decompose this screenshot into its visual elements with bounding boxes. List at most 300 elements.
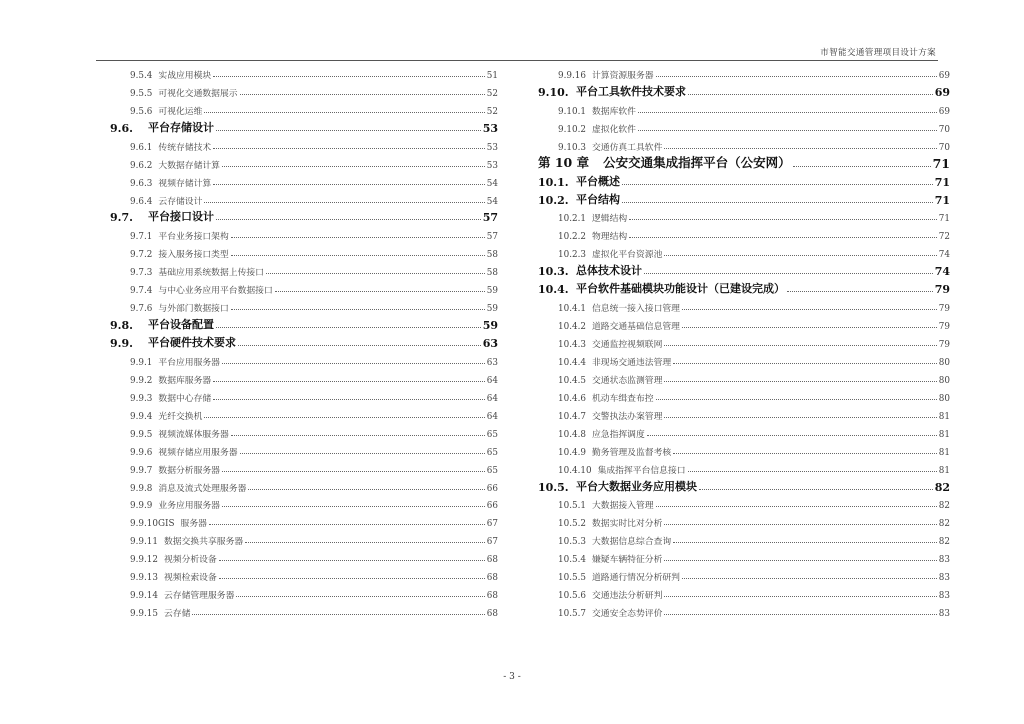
toc-entry-number: 9.9.2 xyxy=(130,375,153,386)
toc-entry-title: 交警执法办案管理 xyxy=(591,411,663,422)
toc-dot-leader xyxy=(204,417,484,418)
toc-entry-page: 79 xyxy=(934,283,950,297)
toc-entry-number: 9.7.1 xyxy=(130,232,153,243)
toc-entry[interactable] xyxy=(110,296,498,314)
toc-entry-number: 第 10 章 xyxy=(538,154,590,170)
toc-entry-number: 9.6.4 xyxy=(130,196,153,207)
toc-dot-leader xyxy=(638,130,937,131)
toc-entry[interactable] xyxy=(110,583,498,601)
toc-entry[interactable] xyxy=(538,368,950,386)
toc-dot-leader xyxy=(629,219,937,220)
toc-entry-page: 65 xyxy=(486,447,498,458)
toc-entry[interactable] xyxy=(538,63,950,81)
toc-entry-number: 9.9.9 xyxy=(130,501,153,512)
toc-entry-title: 虚拟化平台资源池 xyxy=(591,250,663,261)
toc-entry-title: 数据实时比对分析 xyxy=(591,519,663,530)
toc-entry-title: 信息统一接入接口管理 xyxy=(591,304,680,315)
toc-entry-title: 数据交换共享服务器 xyxy=(163,537,244,548)
toc-entry[interactable] xyxy=(538,529,950,547)
toc-entry-page: 51 xyxy=(486,70,498,81)
toc-entry-title: 平台接口设计 xyxy=(148,210,214,224)
toc-entry-number: 9.9.10GIS xyxy=(130,519,175,530)
toc-entry[interactable] xyxy=(110,368,498,386)
toc-dot-leader xyxy=(216,219,481,220)
toc-dot-leader xyxy=(213,148,485,149)
toc-entry-title: 平台工具软件技术要求 xyxy=(576,84,686,98)
toc-entry-title: 公安交通集成指挥平台（公安网） xyxy=(603,154,791,170)
toc-entry[interactable] xyxy=(110,494,498,512)
toc-entry-title: 道路通行情况分析研判 xyxy=(591,573,680,584)
toc-entry-page: 58 xyxy=(486,268,498,279)
toc-dot-leader xyxy=(644,273,933,274)
toc-entry-title: 平台业务接口架构 xyxy=(158,232,229,243)
toc-entry-page: 71 xyxy=(934,193,950,207)
toc-entry-number: 9.8. xyxy=(110,319,133,333)
toc-entry-page: 70 xyxy=(938,142,950,153)
toc-entry-title: 数据分析服务器 xyxy=(158,465,220,476)
toc-dot-leader xyxy=(656,506,937,507)
toc-entry-title: 数据库软件 xyxy=(591,106,636,117)
toc-dot-leader xyxy=(664,560,936,561)
toc-entry[interactable] xyxy=(538,99,950,117)
toc-entry-title: 平台存储设计 xyxy=(148,120,214,134)
toc-entry-number: 9.6.3 xyxy=(130,178,153,189)
toc-dot-leader xyxy=(216,327,481,328)
toc-entry[interactable] xyxy=(110,332,498,350)
toc-entry-title: 视频存储计算 xyxy=(158,178,212,189)
toc-entry-number: 9.5.5 xyxy=(130,88,153,99)
toc-dot-leader xyxy=(213,184,485,185)
toc-entry-title: 交通违法分析研判 xyxy=(591,591,663,602)
toc-entry-page: 79 xyxy=(938,340,950,350)
toc-entry-title: 数据中心存储 xyxy=(158,393,212,404)
toc-entry-page: 68 xyxy=(486,555,498,566)
toc-entry-page: 67 xyxy=(486,537,498,548)
toc-entry-title: 平台大数据业务应用模块 xyxy=(576,479,697,493)
toc-entry-number: 9.7.6 xyxy=(130,304,153,315)
toc-entry-page: 83 xyxy=(938,609,950,620)
toc-dot-leader xyxy=(664,345,936,346)
toc-entry[interactable] xyxy=(110,153,498,171)
toc-entry[interactable] xyxy=(110,404,498,422)
toc-entry-page: 71 xyxy=(932,155,950,171)
toc-entry-page: 82 xyxy=(934,480,950,494)
toc-dot-leader xyxy=(664,417,936,418)
toc-dot-leader xyxy=(673,453,937,454)
toc-entry-page: 80 xyxy=(938,357,950,368)
toc-dot-leader xyxy=(240,94,485,95)
toc-entry-title: 云存储 xyxy=(163,609,191,620)
toc-entry-page: 70 xyxy=(938,124,950,135)
toc-entry[interactable] xyxy=(110,81,498,99)
toc-entry[interactable] xyxy=(110,458,498,476)
toc-dot-leader xyxy=(664,381,936,382)
toc-entry-page: 69 xyxy=(938,70,950,81)
toc-dot-leader xyxy=(664,255,936,256)
toc-entry-title: 交通状态监测管理 xyxy=(591,375,663,386)
toc-entry[interactable] xyxy=(538,278,950,296)
toc-entry-title: 视频存储应用服务器 xyxy=(158,447,238,458)
toc-entry-title: 视频分析设备 xyxy=(163,555,217,566)
toc-dot-leader xyxy=(222,471,485,472)
toc-entry-title: 勤务管理及监督考核 xyxy=(591,447,672,458)
toc-dot-leader xyxy=(209,524,485,525)
toc-entry-page: 64 xyxy=(486,375,498,386)
toc-dot-leader xyxy=(236,596,484,597)
toc-entry-title: 光纤交换机 xyxy=(158,411,203,422)
toc-entry[interactable] xyxy=(110,314,498,332)
toc-entry[interactable] xyxy=(538,476,950,494)
toc-dot-leader xyxy=(664,614,936,615)
toc-entry-title: 云存储设计 xyxy=(158,196,203,207)
toc-entry[interactable] xyxy=(110,350,498,368)
toc-entry-page: 83 xyxy=(938,555,950,566)
toc-entry[interactable] xyxy=(110,547,498,565)
toc-dot-leader xyxy=(219,560,485,561)
toc-entry-number: 10.5.6 xyxy=(558,591,586,602)
toc-dot-leader xyxy=(682,578,937,579)
toc-dot-leader xyxy=(219,578,485,579)
toc-dot-leader xyxy=(656,399,937,400)
toc-entry-number: 10.4. xyxy=(538,283,569,297)
toc-entry-page: 68 xyxy=(486,573,498,584)
toc-entry[interactable] xyxy=(538,189,950,207)
toc-entry-title: 业务应用服务器 xyxy=(158,501,220,512)
toc-entry[interactable] xyxy=(538,242,950,260)
toc-entry-number: 9.6. xyxy=(110,121,133,135)
toc-entry-page: 52 xyxy=(486,88,498,99)
toc-entry-title: 交通仿真工具软件 xyxy=(591,142,663,153)
toc-entry[interactable] xyxy=(538,117,950,135)
toc-entry-page: 72 xyxy=(938,232,950,243)
toc-entry-number: 10.5. xyxy=(538,480,569,494)
toc-column-left xyxy=(110,63,498,619)
toc-entry-page: 52 xyxy=(486,106,498,117)
toc-dot-leader xyxy=(664,148,936,149)
toc-entry-title: 可视化交通数据展示 xyxy=(158,88,238,99)
toc-entry-title: 与外部门数据接口 xyxy=(158,304,229,315)
toc-entry-title: 大数据信息综合查询 xyxy=(591,537,672,548)
toc-dot-leader xyxy=(673,542,937,543)
toc-dot-leader xyxy=(222,166,485,167)
toc-entry[interactable] xyxy=(110,135,498,153)
toc-entry-number: 9.10.1 xyxy=(558,106,586,117)
toc-entry[interactable] xyxy=(538,386,950,404)
toc-entry-page: 54 xyxy=(486,178,498,189)
toc-dot-leader xyxy=(688,471,937,472)
toc-entry-number: 9.9.12 xyxy=(130,555,158,566)
toc-entry-number: 9.9.15 xyxy=(130,609,158,620)
toc-entry-page: 68 xyxy=(486,609,498,620)
running-header: 市智能交通管理项目设计方案 xyxy=(820,48,936,58)
toc-dot-leader xyxy=(216,130,481,131)
toc-dot-leader xyxy=(699,489,933,490)
toc-entry[interactable] xyxy=(110,189,498,207)
toc-entry-title: 虚拟化软件 xyxy=(591,124,636,135)
toc-entry-title: 可视化运维 xyxy=(158,106,203,117)
toc-dot-leader xyxy=(231,255,485,256)
toc-entry[interactable] xyxy=(110,242,498,260)
toc-entry-number: 10.2.3 xyxy=(558,250,586,261)
toc-entry-page: 80 xyxy=(938,393,950,404)
toc-entry-page: 82 xyxy=(938,519,950,530)
toc-entry-page: 64 xyxy=(486,393,498,404)
toc-entry[interactable] xyxy=(538,494,950,512)
toc-entry[interactable] xyxy=(538,440,950,458)
toc-dot-leader xyxy=(638,112,937,113)
toc-entry-number: 9.7.2 xyxy=(130,250,153,261)
toc-entry-page: 69 xyxy=(934,85,950,99)
toc-dot-leader xyxy=(682,327,937,328)
toc-entry-number: 10.4.4 xyxy=(558,357,586,368)
toc-entry-number: 9.6.2 xyxy=(130,160,153,171)
toc-entry-page: 53 xyxy=(486,160,498,171)
toc-entry[interactable] xyxy=(538,296,950,314)
toc-entry-title: 集成指挥平台信息接口 xyxy=(597,465,686,476)
toc-entry[interactable] xyxy=(538,583,950,601)
toc-entry-page: 54 xyxy=(486,196,498,207)
page-number: - 3 - xyxy=(503,672,521,682)
toc-entry-page: 63 xyxy=(482,337,498,350)
toc-entry-number: 9.7.3 xyxy=(130,268,153,279)
toc-entry-page: 82 xyxy=(938,501,950,512)
toc-entry[interactable] xyxy=(110,171,498,189)
toc-entry-title: 大数据接入管理 xyxy=(591,501,654,512)
toc-entry-page: 81 xyxy=(938,447,950,458)
toc-dot-leader xyxy=(222,506,485,507)
toc-entry-number: 9.9.7 xyxy=(130,465,153,476)
toc-entry-title: 机动车缉查布控 xyxy=(591,393,654,404)
toc-entry-title: 总体技术设计 xyxy=(576,264,642,278)
toc-dot-leader xyxy=(793,166,931,167)
toc-entry-page: 65 xyxy=(486,429,498,440)
toc-entry-page: 59 xyxy=(486,304,498,315)
toc-entry-number: 9.7.4 xyxy=(130,286,153,297)
toc-dot-leader xyxy=(231,435,485,436)
header-divider xyxy=(96,60,938,61)
toc-entry-page: 67 xyxy=(486,519,498,530)
toc-entry-number: 9.7. xyxy=(110,211,133,225)
toc-entry[interactable] xyxy=(538,547,950,565)
toc-entry-number: 9.9. xyxy=(110,337,133,350)
toc-entry-page: 81 xyxy=(938,465,950,476)
toc-dot-leader xyxy=(647,435,937,436)
toc-entry-title: 服务器 xyxy=(180,519,207,530)
toc-dot-leader xyxy=(231,237,485,238)
toc-entry[interactable] xyxy=(110,601,498,619)
toc-dot-leader xyxy=(682,309,937,310)
toc-entry[interactable] xyxy=(110,63,498,81)
toc-entry-number: 10.4.1 xyxy=(558,304,586,315)
toc-entry-page: 81 xyxy=(938,429,950,440)
toc-entry-title: 计算资源服务器 xyxy=(591,70,654,81)
toc-dot-leader xyxy=(622,202,933,203)
toc-entry-number: 9.9.6 xyxy=(130,447,153,458)
toc-entry-page: 63 xyxy=(486,357,498,368)
toc-entry[interactable] xyxy=(538,332,950,350)
toc-entry-number: 9.9.8 xyxy=(130,483,153,494)
toc-entry[interactable] xyxy=(538,314,950,332)
toc-entry-title: 视频检索设备 xyxy=(163,573,217,584)
toc-entry-page: 68 xyxy=(486,591,498,602)
toc-entry-number: 10.4.5 xyxy=(558,375,586,386)
toc-dot-leader xyxy=(204,202,484,203)
toc-entry-number: 9.9.13 xyxy=(130,573,158,584)
toc-entry-number: 10.5.4 xyxy=(558,555,586,566)
toc-entry-title: 传统存储技术 xyxy=(158,142,212,153)
toc-entry[interactable] xyxy=(538,350,950,368)
toc-entry-number: 10.5.1 xyxy=(558,501,586,512)
toc-entry-number: 9.9.1 xyxy=(130,357,153,368)
toc-entry[interactable] xyxy=(538,260,950,278)
toc-entry-number: 10.4.6 xyxy=(558,393,586,404)
toc-dot-leader xyxy=(664,596,936,597)
toc-entry[interactable] xyxy=(538,153,950,171)
toc-entry[interactable] xyxy=(538,171,950,189)
toc-entry-title: 平台设备配置 xyxy=(148,318,214,332)
toc-entry-title: 云存储管理服务器 xyxy=(163,591,235,602)
toc-entry-title: 物理结构 xyxy=(591,232,628,243)
toc-entry-number: 9.9.14 xyxy=(130,591,158,602)
toc-entry-page: 74 xyxy=(938,250,950,261)
toc-entry[interactable] xyxy=(538,565,950,583)
toc-entry-number: 10.5.5 xyxy=(558,573,586,584)
toc-dot-leader xyxy=(673,363,937,364)
toc-entry[interactable] xyxy=(110,386,498,404)
toc-entry-number: 10.5.2 xyxy=(558,519,586,530)
toc-dot-leader xyxy=(656,76,937,77)
toc-entry-page: 53 xyxy=(482,121,498,135)
toc-entry-title: 视频流媒体服务器 xyxy=(158,429,229,440)
toc-entry-title: 嫌疑车辆特征分析 xyxy=(591,555,663,566)
toc-entry[interactable] xyxy=(110,99,498,117)
toc-entry-number: 9.9.3 xyxy=(130,393,153,404)
toc-dot-leader xyxy=(787,291,933,292)
toc-entry[interactable] xyxy=(538,458,950,476)
toc-dot-leader xyxy=(204,112,484,113)
toc-entry-number: 10.2. xyxy=(538,193,569,207)
toc-dot-leader xyxy=(240,453,485,454)
toc-entry-number: 10.4.2 xyxy=(558,322,586,333)
toc-entry[interactable] xyxy=(110,224,498,242)
toc-entry[interactable] xyxy=(538,511,950,529)
toc-entry-page: 74 xyxy=(934,265,950,279)
toc-dot-leader xyxy=(231,309,485,310)
toc-entry-page: 57 xyxy=(482,211,498,225)
toc-entry-page: 83 xyxy=(938,573,950,584)
toc-entry-title: 平台硬件技术要求 xyxy=(148,336,236,349)
toc-entry-title: 交通安全态势评价 xyxy=(591,609,663,620)
toc-entry-number: 9.5.6 xyxy=(130,106,153,117)
toc-entry-title: 平台软件基础模块功能设计（已建设完成） xyxy=(576,282,785,296)
toc-entry[interactable] xyxy=(110,565,498,583)
toc-entry-title: 平台结构 xyxy=(576,192,620,206)
toc-entry-page: 79 xyxy=(938,322,950,333)
toc-entry-page: 71 xyxy=(934,175,950,189)
toc-dot-leader xyxy=(275,291,485,292)
toc-dot-leader xyxy=(213,76,485,77)
toc-entry-number: 9.9.11 xyxy=(130,537,158,548)
toc-entry-number: 9.10.2 xyxy=(558,124,586,135)
toc-entry[interactable] xyxy=(110,529,498,547)
toc-entry-number: 9.9.5 xyxy=(130,429,153,440)
toc-dot-leader xyxy=(222,363,485,364)
toc-entry[interactable] xyxy=(110,207,498,225)
toc-entry-title: 平台应用服务器 xyxy=(158,357,220,368)
toc-entry-title: 实战应用模块 xyxy=(158,70,212,81)
toc-entry[interactable] xyxy=(538,224,950,242)
toc-entry[interactable] xyxy=(110,440,498,458)
toc-entry-page: 80 xyxy=(938,375,950,386)
toc-entry[interactable] xyxy=(538,207,950,225)
toc-entry-number: 10.4.8 xyxy=(558,429,586,440)
toc-dot-leader xyxy=(629,237,937,238)
toc-entry-title: 交通监控视频联网 xyxy=(591,340,663,350)
toc-entry-page: 57 xyxy=(486,232,498,243)
toc-entry-page: 82 xyxy=(938,537,950,548)
toc-entry[interactable] xyxy=(538,135,950,153)
toc-entry-title: 道路交通基础信息管理 xyxy=(591,322,680,333)
toc-dot-leader xyxy=(248,489,484,490)
toc-entry-title: 大数据存储计算 xyxy=(158,160,220,171)
toc-entry-page: 53 xyxy=(486,142,498,153)
toc-dot-leader xyxy=(266,273,485,274)
toc-entry-number: 9.9.16 xyxy=(558,70,586,81)
toc-entry-page: 58 xyxy=(486,250,498,261)
toc-entry[interactable] xyxy=(538,422,950,440)
toc-entry-number: 9.9.4 xyxy=(130,411,153,422)
toc-entry[interactable] xyxy=(110,511,498,529)
toc-entry-title: 基础应用系统数据上传接口 xyxy=(158,268,264,279)
toc-entry-page: 66 xyxy=(486,501,498,512)
toc-entry[interactable] xyxy=(538,81,950,99)
toc-dot-leader xyxy=(213,381,485,382)
toc-entry[interactable] xyxy=(110,117,498,135)
toc-entry-number: 9.10.3 xyxy=(558,142,586,153)
toc-entry-number: 10.4.7 xyxy=(558,411,586,422)
toc-dot-leader xyxy=(622,184,933,185)
toc-entry-page: 59 xyxy=(482,319,498,333)
toc-entry-page: 66 xyxy=(486,483,498,494)
toc-dot-leader xyxy=(664,524,936,525)
toc-dot-leader xyxy=(238,345,481,346)
toc-entry[interactable] xyxy=(110,260,498,278)
toc-dot-leader xyxy=(213,399,485,400)
toc-entry-page: 79 xyxy=(938,304,950,315)
toc-entry-title: 数据库服务器 xyxy=(158,375,212,386)
toc-entry[interactable] xyxy=(110,278,498,296)
toc-entry-page: 71 xyxy=(938,214,950,225)
toc-entry-title: 逻辑结构 xyxy=(591,214,628,225)
toc-entry-number: 10.4.9 xyxy=(558,447,586,458)
toc-entry-number: 10.4.10 xyxy=(558,465,592,476)
toc-entry-number: 10.4.3 xyxy=(558,340,586,350)
toc-entry[interactable] xyxy=(110,476,498,494)
toc-entry[interactable] xyxy=(538,404,950,422)
toc-entry[interactable] xyxy=(110,422,498,440)
toc-entry-number: 9.6.1 xyxy=(130,142,153,153)
toc-entry-number: 9.5.4 xyxy=(130,70,153,81)
toc-column-right xyxy=(538,63,950,619)
toc-entry-number: 9.10. xyxy=(538,85,569,99)
toc-entry-number: 10.1. xyxy=(538,175,569,189)
toc-entry-page: 65 xyxy=(486,465,498,476)
toc-dot-leader xyxy=(245,542,485,543)
toc-entry-number: 10.3. xyxy=(538,265,569,279)
toc-entry-title: 应急指挥调度 xyxy=(591,429,645,440)
toc-entry[interactable] xyxy=(538,601,950,619)
toc-entry-number: 10.5.7 xyxy=(558,609,586,620)
